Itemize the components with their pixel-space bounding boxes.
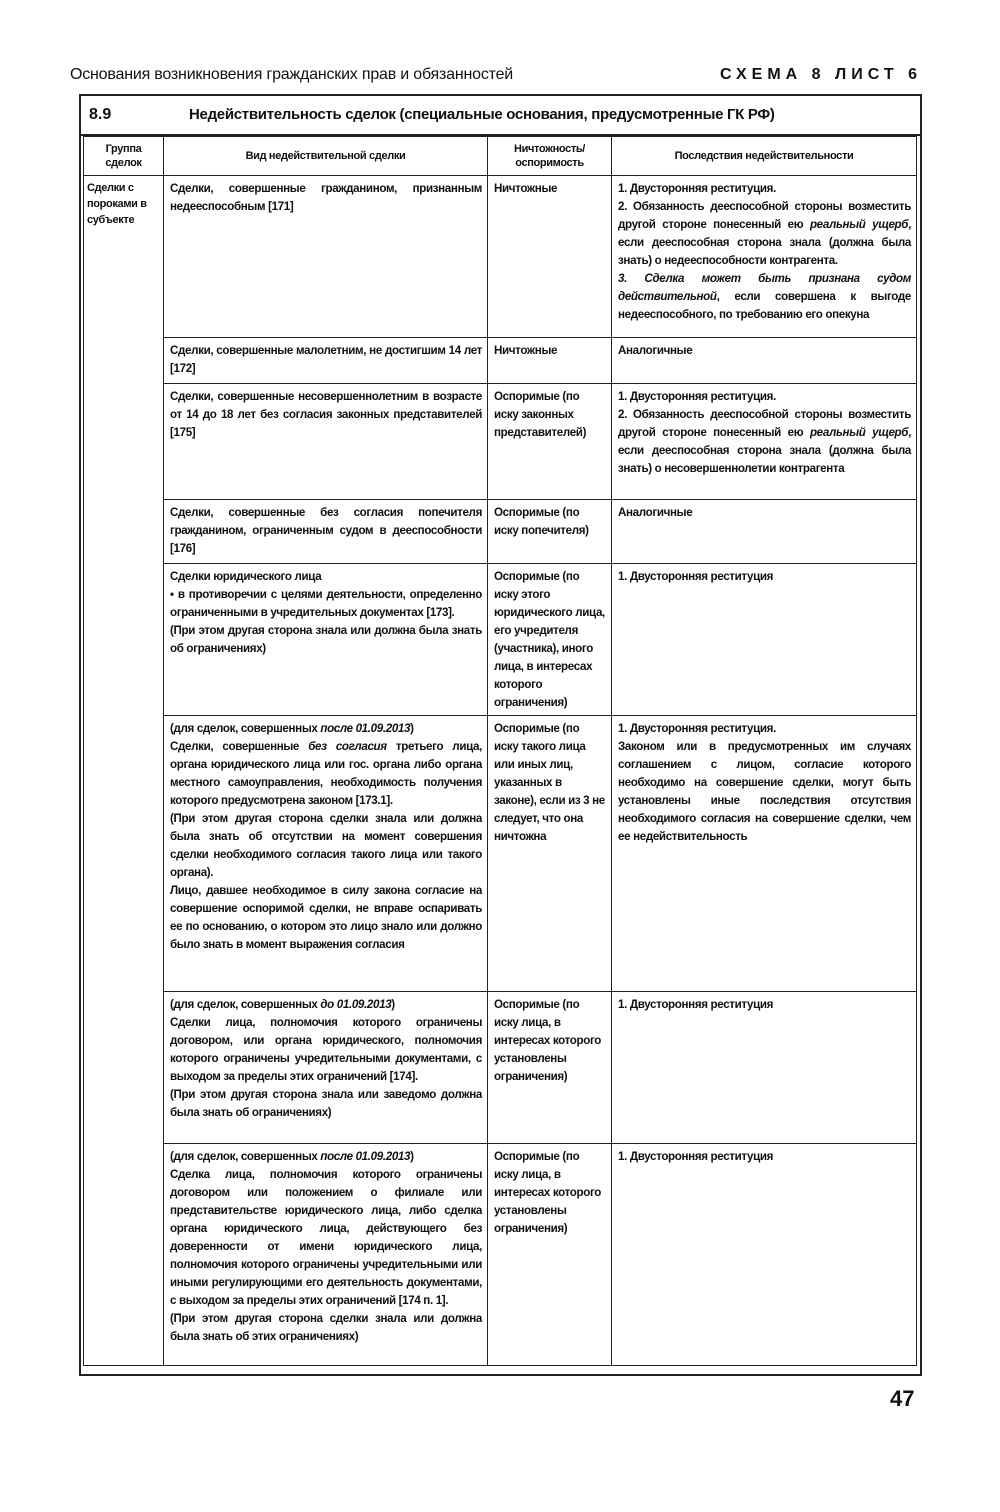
nullity-cell: Ничтожные — [488, 176, 612, 338]
emphasis-text: 3. Сделка может быть признана судом действительной — [618, 272, 911, 303]
type-cell — [164, 564, 488, 716]
type-item: Сделки лица, полномочия которого ограничены договором, или органа юридического, полномочия которого ограничены учредительными документами, с выходом за пределы этих ограничений [174]. — [170, 1016, 482, 1083]
consequences-cell — [612, 716, 917, 992]
text-run: Сделки, совершенные — [170, 740, 309, 753]
table-row — [84, 500, 917, 564]
table-row — [84, 564, 917, 716]
text-run: 2. Обязанность дееспособной стороны возместить другой стороне понесенный ею — [618, 200, 911, 231]
nullity-cell: Оспоримые (по иску такого лица или иных лиц, указанных в законе), если из 3 не следует, что она ничтожна — [488, 716, 612, 992]
invalidity-table — [83, 136, 917, 1366]
date-emphasis: после 01.09.2013 — [320, 1150, 411, 1163]
type-note: (При этом другая сторона сделки знала или должна была знать об отсутствии на момент совершения сделки необходимого согласия такого лица или такого органа). — [170, 812, 482, 879]
consequences-cell: Аналогичные — [612, 338, 917, 384]
type-cell: Сделки, совершенные малолетним, не достигшим 14 лет [172] — [164, 338, 488, 384]
section-number: 8.9 — [89, 106, 112, 123]
section-heading — [89, 106, 909, 130]
consequence-item — [618, 406, 911, 478]
text-run: ) — [391, 998, 395, 1011]
nullity-cell: Оспоримые (по иску этого юридического лица, его учредителя (участника), иного лица, в интересах которого ограничения) — [488, 564, 612, 716]
type-cell — [164, 716, 488, 992]
scheme-frame — [79, 94, 922, 1376]
consequence-item: Законом или в предусмотренных им случаях соглашением с лицом, согласие которого необходимо на совершение сделки, могут быть установлены иные последствия отсутствия необходимого согласия на совершение сделки, чем ее недействительность — [618, 740, 911, 843]
type-item — [170, 738, 482, 810]
type-item: • в противоречии с целями деятельности, определенно ограниченными в учредительных документах [173]. — [170, 588, 482, 619]
text-run: третьего лица, органа юридического лица или гос. органа либо органа местного самоуправления, необходимость получения которого предусмотрена законом [173.1]. — [170, 740, 482, 807]
type-heading: Сделки юридического лица — [170, 570, 322, 583]
consequence-item: 1. Двусторонняя реституция. — [618, 390, 776, 403]
table-row — [84, 1144, 917, 1366]
header-group: Группа сделок — [84, 137, 164, 176]
date-emphasis: после 01.09.2013 — [320, 722, 411, 735]
type-cell — [164, 992, 488, 1144]
header-type: Вид недействительной сделки — [164, 137, 488, 176]
consequences-cell: 1. Двусторонняя реституция — [612, 564, 917, 716]
header-nullity: Ничтожность/ оспоримость — [488, 137, 612, 176]
text-run: 2. Обязанность дееспособной стороны возместить другой стороне понесенный ею — [618, 408, 911, 439]
consequences-cell: 1. Двусторонняя реституция — [612, 1144, 917, 1366]
emphasis-text: без согласия — [308, 740, 387, 753]
text-run: ) — [410, 1150, 414, 1163]
consequences-cell — [612, 384, 917, 500]
table-row — [84, 384, 917, 500]
type-cell: Сделки, совершенные гражданином, признанным недееспособным [171] — [164, 176, 488, 338]
type-cell: Сделки, совершенные несовершеннолетним в возрасте от 14 до 18 лет без согласия законных представителей [175] — [164, 384, 488, 500]
text-run: (для сделок, совершенных — [170, 998, 321, 1011]
nullity-cell: Оспоримые (по иску законных представителей) — [488, 384, 612, 500]
emphasis-text: реальный ущерб — [809, 218, 909, 231]
nullity-cell: Ничтожные — [488, 338, 612, 384]
date-emphasis: до 01.09.2013 — [320, 998, 392, 1011]
section-title: Недействительность сделок (специальные основания, предусмотренные ГК РФ) — [189, 106, 775, 123]
type-period — [170, 720, 482, 738]
table-row — [84, 992, 917, 1144]
type-note: (При этом другая сторона знала или заведомо должна была знать об ограничениях) — [170, 1088, 482, 1119]
header-consequences: Последствия недействительности — [612, 137, 917, 176]
table-row — [84, 338, 917, 384]
text-run: , если совершена к выгоде недееспособного, по требованию его опекуна — [618, 290, 911, 321]
consequence-item: 1. Двусторонняя реституция. — [618, 182, 776, 195]
text-run: ) — [410, 722, 414, 735]
text-run: (для сделок, совершенных — [170, 1150, 321, 1163]
consequences-cell — [612, 176, 917, 338]
type-period — [170, 1148, 482, 1166]
consequence-item — [618, 198, 911, 270]
text-run: , если дееспособная сторона знала (должна была знать) о несовершеннолетии контрагента — [618, 426, 911, 475]
type-note: (При этом другая сторона сделки знала или должна была знать об этих ограничениях) — [170, 1312, 482, 1343]
nullity-cell: Оспоримые (по иску лица, в интересах которого установлены ограничения) — [488, 992, 612, 1144]
text-run: , если дееспособная сторона знала (должна была знать) о недееспособности контрагента. — [618, 218, 911, 267]
nullity-cell: Оспоримые (по иску попечителя) — [488, 500, 612, 564]
type-note: Лицо, давшее необходимое в силу закона согласие на совершение оспоримой сделки, не вправе оспаривать ее по основанию, о котором это лицо знало или должно было знать в момент выражения согласия — [170, 884, 482, 951]
table-wrapper — [81, 134, 920, 1374]
table-row — [84, 176, 917, 338]
page-number: 47 — [890, 1386, 915, 1411]
table-row — [84, 716, 917, 992]
nullity-cell: Оспоримые (по иску лица, в интересах которого установлены ограничения) — [488, 1144, 612, 1366]
type-note: (При этом другая сторона знала или должна была знать об ограничениях) — [170, 624, 482, 655]
consequences-cell: Аналогичные — [612, 500, 917, 564]
group-cell: Сделки с пороками в субъекте — [84, 176, 164, 1366]
type-item: Сделка лица, полномочия которого ограничены договором или положением о филиале или представительстве юридического лица, либо сделка органа юридического лица, действующего без доверенности от имени юридического лица, полномочия которого ограничены учредительными или иными регулирующими его деятельность документами, с выходом за пределы этих ограничений [174 п. 1]. — [170, 1168, 482, 1307]
type-cell: Сделки, совершенные без согласия попечителя гражданином, ограниченным судом в дееспособности [176] — [164, 500, 488, 564]
type-period — [170, 996, 482, 1014]
text-run: (для сделок, совершенных — [170, 722, 321, 735]
running-head — [70, 58, 922, 84]
running-title: Основания возникновения гражданских прав и обязанностей — [70, 66, 514, 83]
consequences-cell: 1. Двусторонняя реституция — [612, 992, 917, 1144]
type-cell — [164, 1144, 488, 1366]
scheme-label: СХЕМА 8 ЛИСТ 6 — [720, 66, 922, 83]
consequence-item — [618, 270, 911, 324]
consequence-item: 1. Двусторонняя реституция. — [618, 722, 776, 735]
emphasis-text: реальный ущерб — [809, 426, 909, 439]
table-header-row — [84, 137, 917, 176]
